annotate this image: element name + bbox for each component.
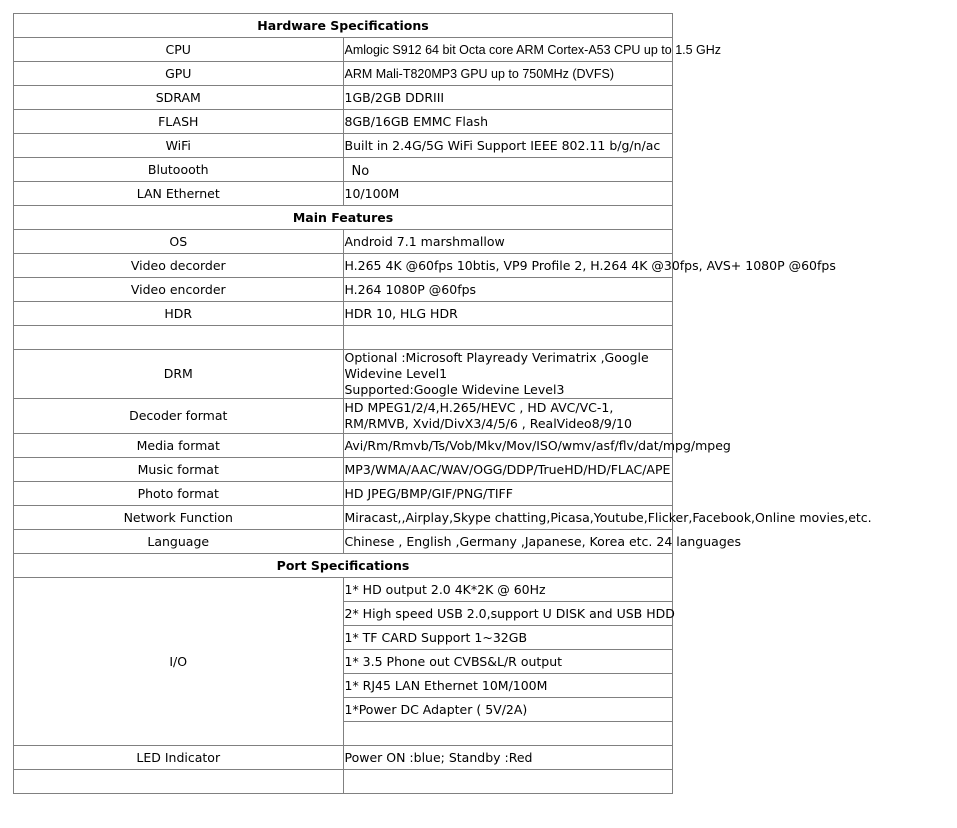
row-label: Video decorder <box>14 254 344 278</box>
table-row <box>14 746 673 770</box>
row-value: HD JPEG/BMP/GIF/PNG/TIFF <box>343 482 673 506</box>
row-label: LAN Ethernet <box>14 182 344 206</box>
row-value: 8GB/16GB EMMC Flash <box>343 110 673 134</box>
table-row <box>14 530 673 554</box>
table-row <box>14 770 673 794</box>
row-label: OS <box>14 230 344 254</box>
row-label: Music format <box>14 458 344 482</box>
io-item: 2* High speed USB 2.0,support U DISK and USB HDD <box>343 602 673 626</box>
row-value: 1GB/2GB DDRIII <box>343 86 673 110</box>
table-row <box>14 578 673 602</box>
section-row <box>14 206 673 230</box>
row-label: LED Indicator <box>14 746 344 770</box>
row-label: FLASH <box>14 110 344 134</box>
section-row <box>14 554 673 578</box>
row-label <box>14 770 344 794</box>
table-row <box>14 506 673 530</box>
row-label: WiFi <box>14 134 344 158</box>
table-row <box>14 182 673 206</box>
table-row <box>14 86 673 110</box>
row-value: H.264 1080P @60fps <box>343 278 673 302</box>
row-label: Decoder format <box>14 399 344 434</box>
table-row <box>14 38 673 62</box>
row-value: Built in 2.4G/5G WiFi Support IEEE 802.11 b/g/n/ac <box>343 134 673 158</box>
table-row <box>14 302 673 326</box>
row-label: Video encorder <box>14 278 344 302</box>
section-title-main: Main Features <box>14 206 673 230</box>
row-label: CPU <box>14 38 344 62</box>
row-value: Amlogic S912 64 bit Octa core ARM Cortex-A53 CPU up to 1.5 GHz <box>343 38 673 62</box>
spec-table <box>13 13 872 794</box>
io-item <box>343 722 673 746</box>
table-row <box>14 350 673 399</box>
row-label: Media format <box>14 434 344 458</box>
row-value: No <box>351 163 370 179</box>
row-label: Network Function <box>14 506 344 530</box>
row-value: Chinese , English ,Germany ,Japanese, Korea etc. 24 languages <box>343 530 673 554</box>
row-value <box>343 770 673 794</box>
row-value: H.265 4K @60fps 10btis, VP9 Profile 2, H.264 4K @30fps, AVS+ 1080P @60fps <box>343 254 673 278</box>
table-row <box>14 278 673 302</box>
table-row <box>14 134 673 158</box>
row-value: HD MPEG1/2/4,H.265/HEVC , HD AVC/VC-1, RM/RMVB, Xvid/DivX3/4/5/6 , RealVideo8/9/10 <box>343 399 673 434</box>
row-label: SDRAM <box>14 86 344 110</box>
table-row <box>14 158 673 182</box>
row-value-cell <box>343 350 673 399</box>
row-value: Power ON :blue; Standby :Red <box>343 746 673 770</box>
table-row <box>14 434 673 458</box>
io-item: 1* RJ45 LAN Ethernet 10M/100M <box>343 674 673 698</box>
row-value: Miracast,,Airplay,Skype chatting,Picasa,Youtube,Flicker,Facebook,Online movies,etc. <box>343 506 673 530</box>
drm-line-2: Supported:Google Widevine Level3 <box>344 382 565 397</box>
row-label: HDR <box>14 302 344 326</box>
row-value: Android 7.1 marshmallow <box>343 230 673 254</box>
table-row <box>14 62 673 86</box>
section-row <box>14 14 673 38</box>
table-row <box>14 254 673 278</box>
io-item: 1* HD output 2.0 4K*2K @ 60Hz <box>343 578 673 602</box>
row-label: Photo format <box>14 482 344 506</box>
row-value: 10/100M <box>343 182 673 206</box>
row-value: MP3/WMA/AAC/WAV/OGG/DDP/TrueHD/HD/FLAC/APE <box>343 458 673 482</box>
section-title-hardware: Hardware Specifications <box>14 14 673 38</box>
io-item: 1*Power DC Adapter ( 5V/2A) <box>343 698 673 722</box>
row-label-io: I/O <box>14 578 344 746</box>
table-row <box>14 458 673 482</box>
row-label: Language <box>14 530 344 554</box>
row-label <box>14 326 344 350</box>
row-label: Blutoooth <box>14 158 344 182</box>
row-value <box>343 326 673 350</box>
table-row <box>14 326 673 350</box>
row-label: GPU <box>14 62 344 86</box>
table-row <box>14 399 673 434</box>
row-value: Avi/Rm/Rmvb/Ts/Vob/Mkv/Mov/ISO/wmv/asf/flv/dat/mpg/mpeg <box>343 434 673 458</box>
row-label: DRM <box>14 350 344 399</box>
io-item: 1* TF CARD Support 1~32GB <box>343 626 673 650</box>
io-item: 1* 3.5 Phone out CVBS&L/R output <box>343 650 673 674</box>
row-value: HDR 10, HLG HDR <box>343 302 673 326</box>
table-row <box>14 482 673 506</box>
table-row <box>14 230 673 254</box>
section-title-port: Port Specifications <box>14 554 673 578</box>
row-value-cell <box>343 158 673 182</box>
table-row <box>14 110 673 134</box>
row-value: ARM Mali-T820MP3 GPU up to 750MHz (DVFS) <box>343 62 673 86</box>
drm-line-1: Optional :Microsoft Playready Verimatrix ,Google Widevine Level1 <box>344 350 649 381</box>
